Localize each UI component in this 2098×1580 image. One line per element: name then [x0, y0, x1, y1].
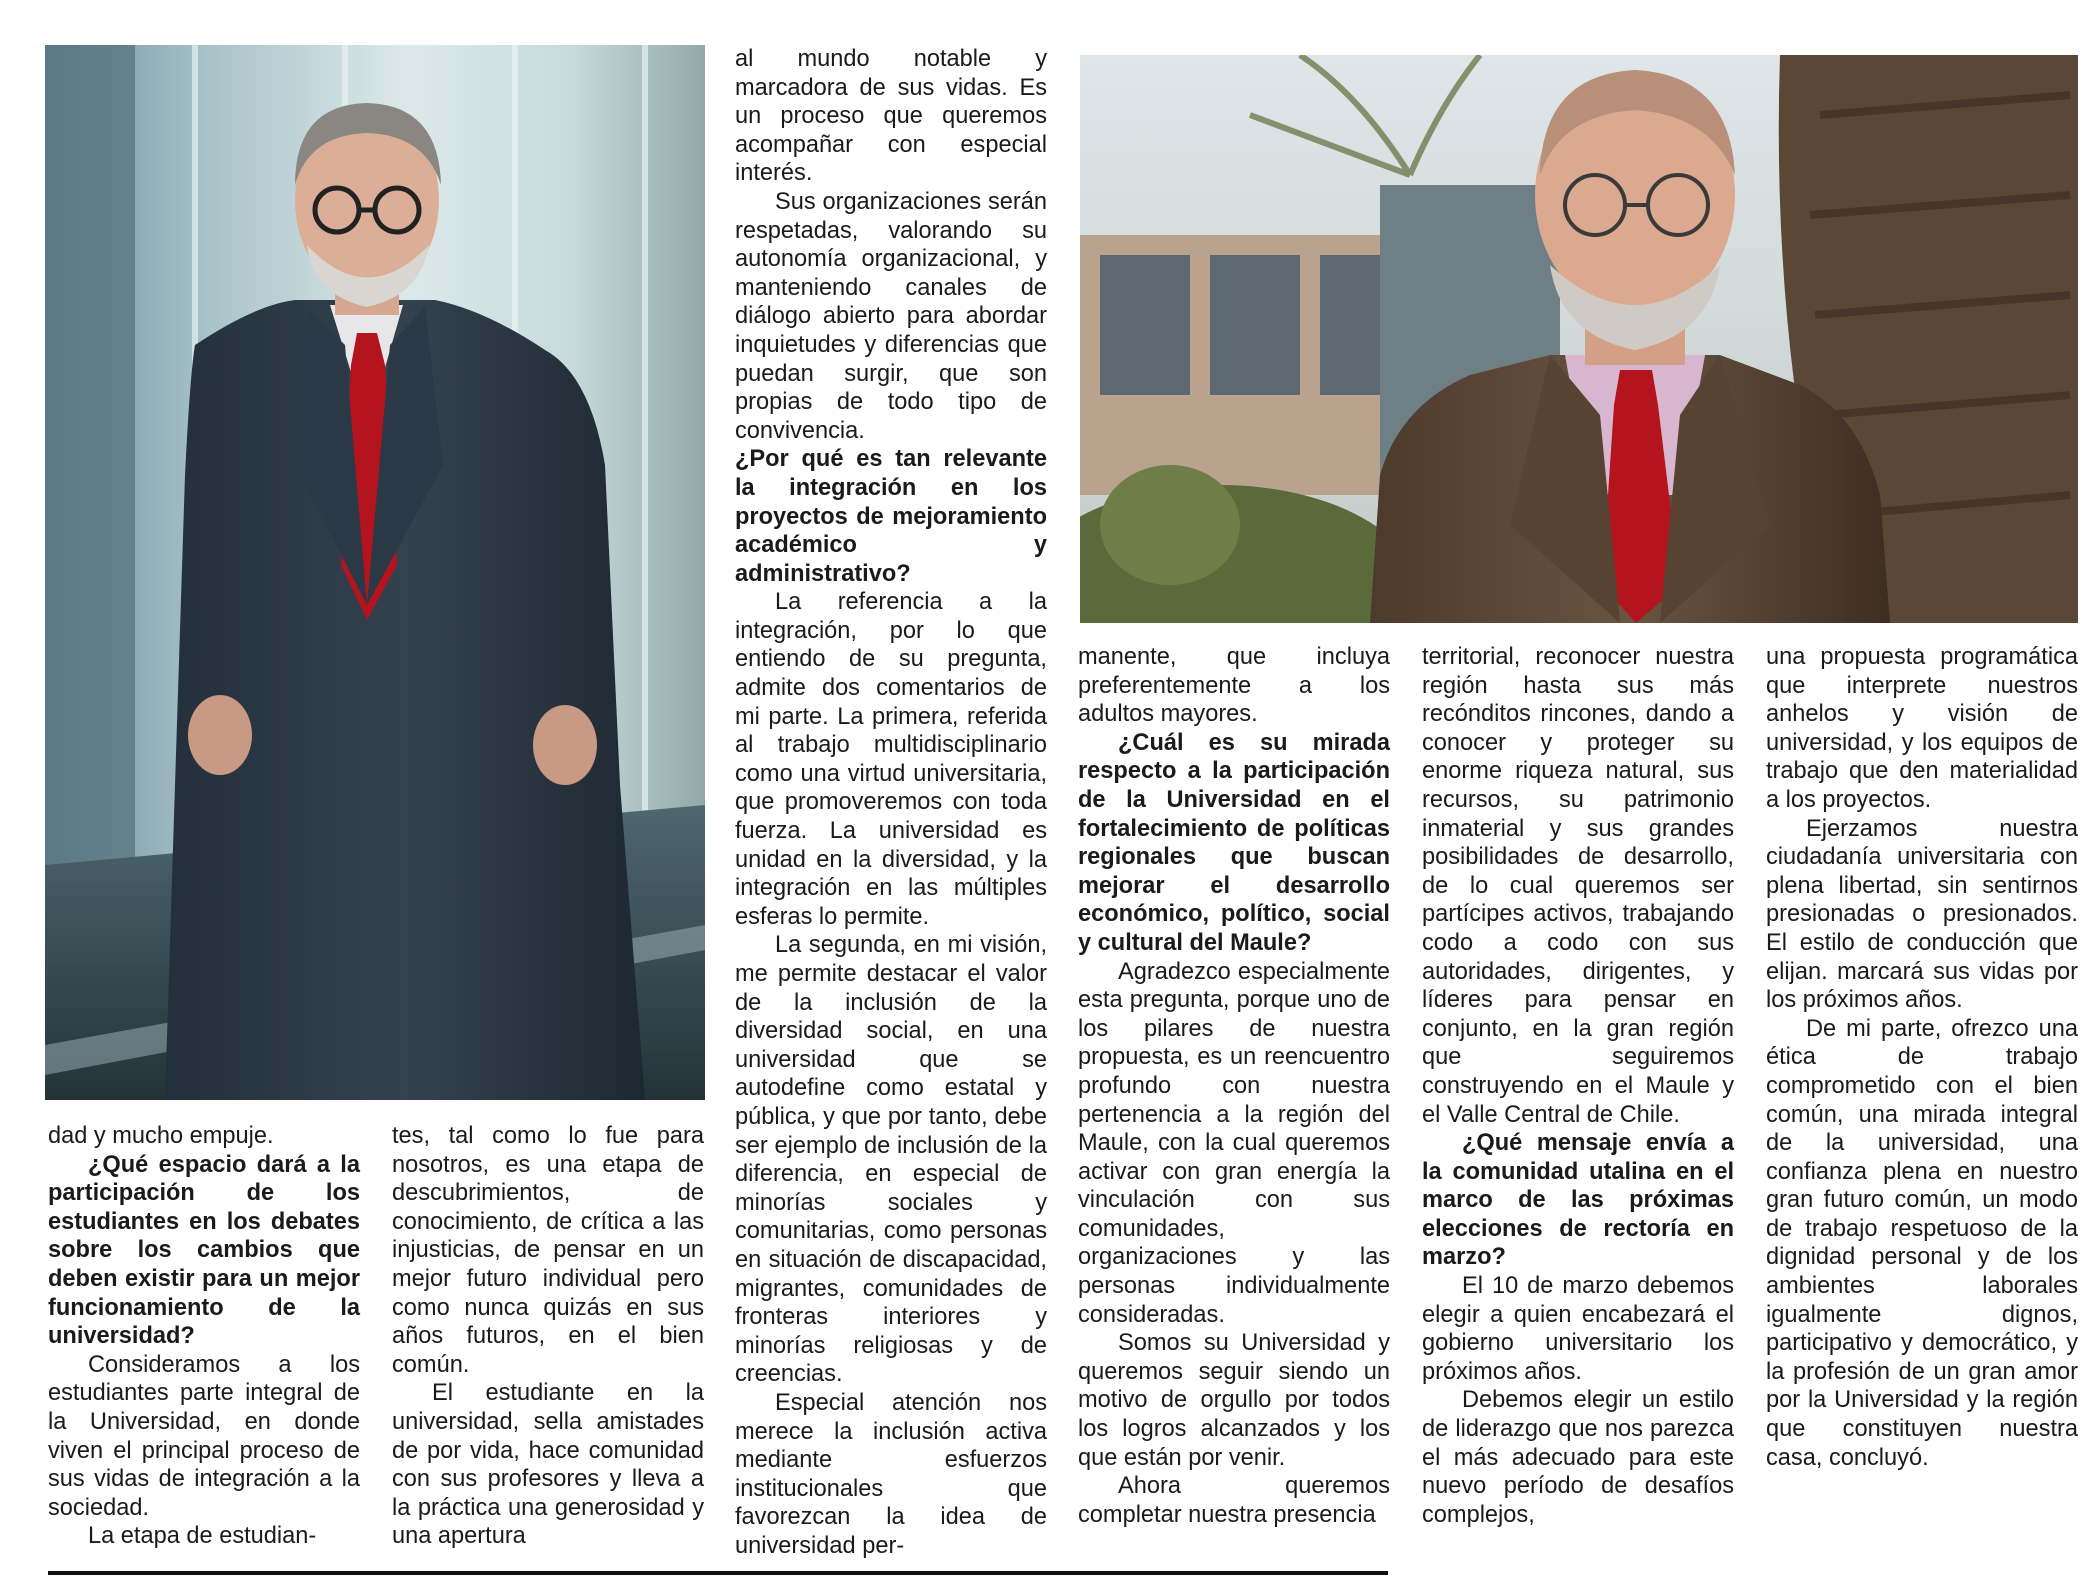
question-heading: ¿Cuál es su mirada respecto a la participación de la Universidad en el fortalecimiento de políticas regionales que buscan mejorar el desarrollo económico, político, social y cultural del Maule?: [1078, 729, 1390, 956]
paragraph: una propuesta programática que interprete nuestros anhelos y visión de universidad, y los equipos de trabajo que den materialidad a los proyectos.: [1766, 644, 2078, 813]
paragraph: Debemos elegir un estilo de liderazgo que nos parezca el más adecuado para este nuevo período de desafíos complejos,: [1422, 1387, 1734, 1528]
article-column-2: [392, 1122, 704, 1551]
portrait-standing-suit-icon: [45, 45, 705, 1100]
paragraph: Ejerzamos nuestra ciudadanía universitaria con plena libertad, sin sentirnos presionadas o presionados. El estilo de conducción que elijan. marcará sus vidas por los próximos años.: [1766, 815, 2078, 1014]
article-column-4: [1078, 643, 1390, 1529]
paragraph: tes, tal como lo fue para nosotros, es una etapa de descubrimientos, de conocimiento, de crítica a las injusticias, de pensar en un mejor futuro individual pero como nunca quizás en sus años futuros, en el bien común.: [392, 1123, 704, 1378]
photo-right-portrait: [1080, 55, 2078, 623]
paragraph: Especial atención nos merece la inclusión activa mediante esfuerzos institucionales que favorezcan la idea de universidad per-: [735, 1389, 1047, 1559]
article-column-6: [1766, 643, 2078, 1472]
paragraph: El estudiante en la universidad, sella amistades de por vida, hace comunidad con sus profesores y lleva a la práctica una generosidad y una apertura: [392, 1380, 704, 1550]
bottom-rule: [48, 1571, 1388, 1575]
article-column-3: [735, 45, 1047, 1560]
paragraph: La segunda, en mi visión, me permite destacar el valor de la inclusión de la diversidad social, en una universidad que se autodefine como estatal y pública, y que por tanto, debe ser ejemplo de inclusión de la diferencia, en especial de minorías sociales y comunitarias, como personas en situación de discapacidad, migrantes, comunidades de fronteras interiores y minorías religiosas y de creencias.: [735, 932, 1047, 1388]
paragraph: Somos su Universidad y queremos seguir siendo un motivo de orgullo por todos los logros alcanzados y los que están por venir.: [1078, 1330, 1390, 1471]
paragraph: Sus organizaciones serán respetadas, valorando su autonomía organizacional, y manteniendo canales de diálogo abierto para abordar inquietudes y diferencias que puedan surgir, que son propias de todo tipo de convivencia.: [735, 188, 1047, 444]
photo-left-portrait: [45, 45, 705, 1100]
paragraph: al mundo notable y marcadora de sus vidas. Es un proceso que queremos acompañar con especial interés.: [735, 46, 1047, 187]
paragraph: La etapa de estudian-: [88, 1523, 317, 1550]
article-column-1: [48, 1122, 360, 1551]
question-heading: ¿Por qué es tan relevante la integración en los proyectos de mejoramiento académico y administrativo?: [735, 446, 1047, 587]
paragraph: Consideramos a los estudiantes parte integral de la Universidad, en donde viven el principal proceso de sus vidas de integración a la sociedad.: [48, 1351, 360, 1521]
paragraph: manente, que incluya preferentemente a los adultos mayores.: [1078, 644, 1390, 728]
paragraph: Ahora queremos completar nuestra presencia: [1078, 1473, 1390, 1528]
question-heading: ¿Qué mensaje envía a la comunidad utalina en el marco de las próximas elecciones de rectoría en marzo?: [1422, 1130, 1734, 1271]
question-heading: ¿Qué espacio dará a la participación de los estudiantes en los debates sobre los cambios que deben existir para un mejor funcionamiento de la universidad?: [48, 1151, 360, 1350]
article-column-5: [1422, 643, 1734, 1529]
portrait-brown-jacket-icon: [1080, 55, 2078, 623]
paragraph: El 10 de marzo debemos elegir a quien encabezará el gobierno universitario los próximos años.: [1422, 1273, 1734, 1385]
paragraph: De mi parte, ofrezco una ética de trabajo comprometido con el bien común, una mirada integral de la universidad, una confianza plena en nuestro gran futuro común, un modo de trabajo respetuoso de la dignidad personal y de los ambientes laborales igualmente dignos, participativo y democrático, y la profesión de un gran amor por la Universidad y la región que constituyen nuestra casa, concluyó.: [1766, 1015, 2078, 1471]
paragraph: Agradezco especialmente esta pregunta, porque uno de los pilares de nuestra propuesta, es un reencuentro profundo con nuestra pertenencia a la región del Maule, con la cual queremos activar con gran energía la vinculación con sus comunidades, organizaciones y las personas individualmente consideradas.: [1078, 958, 1390, 1328]
paragraph: dad y mucho empuje.: [48, 1123, 274, 1149]
paragraph: territorial, reconocer nuestra región hasta sus más recónditos rincones, dando a conocer y proteger su enorme riqueza natural, sus recursos, su patrimonio inmaterial y sus grandes posibilidades de desarrollo, de lo cual queremos ser partícipes activos, trabajando codo a codo con sus autoridades, dirigentes, y líderes para pensar en conjunto, en la gran región que seguiremos construyendo en el Maule y el Valle Central de Chile.: [1422, 644, 1734, 1128]
paragraph: La referencia a la integración, por lo que entiendo de su pregunta, admite dos comentarios de mi parte. La primera, referida al trabajo multidisciplinario como una virtud universitaria, que promoveremos con toda fuerza. La universidad es unidad en la diversidad, y la integración en las múltiples esferas lo permite.: [735, 589, 1047, 930]
